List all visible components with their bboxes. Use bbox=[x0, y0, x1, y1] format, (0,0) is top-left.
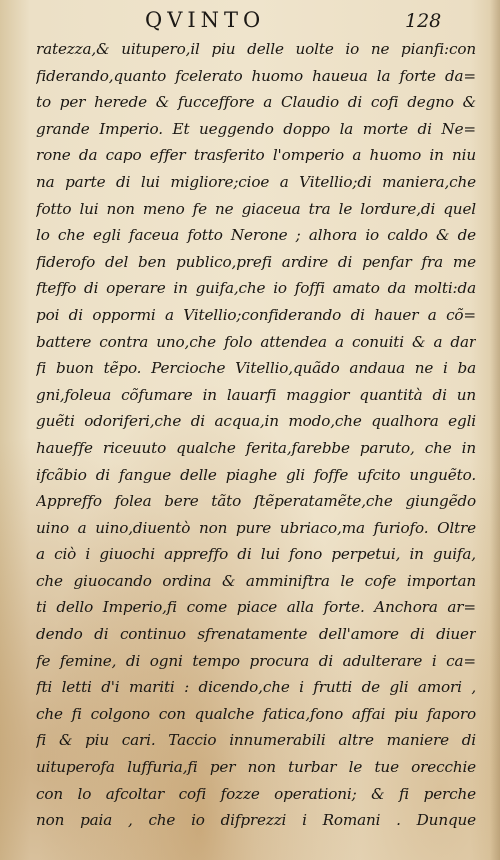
text-line: ratezza,& uitupero,il piu delle uolte io ne pianfi:con bbox=[36, 40, 476, 58]
text-line: fotto lui non meno fe ne giaceua tra le lordure,di quel bbox=[36, 199, 476, 218]
text-line: dendo di continuo sfrenatamente dell'amore di diuer bbox=[36, 625, 476, 644]
text-line: ti dello Imperio,fi come piace alla forte. Anchora ar= bbox=[36, 598, 476, 617]
body-text bbox=[36, 36, 476, 834]
text-line: fiderando,quanto fcelerato huomo haueua la forte da= bbox=[36, 66, 476, 85]
text-line: che giuocando ordina & amminiftra le cofe importan bbox=[36, 571, 476, 590]
text-line: haueffe riceuuto qualche ferita,farebbe paruto, che in bbox=[36, 438, 476, 457]
text-line: fteffo di operare in guifa,che io foffi amato da molti:da bbox=[36, 279, 476, 298]
text-line: lo che egli faceua fotto Nerone ; alhora io caldo & de bbox=[36, 226, 476, 245]
text-line: to per herede & fucceffore a Claudio di cofi degno & bbox=[36, 93, 476, 112]
text-line: fti letti d'i mariti : dicendo,che i frutti de gli amori , bbox=[36, 678, 476, 697]
text-line: poi di oppormi a Vitellio;confiderando di hauer a cõ= bbox=[36, 305, 476, 324]
page-header bbox=[0, 6, 500, 36]
text-line: battere contra uno,che folo attendea a conuiti & a dar bbox=[36, 332, 476, 351]
text-line: uituperofa luffuria,fi per non turbar le tue orecchie bbox=[36, 758, 476, 777]
text-line: fi buon tẽpo. Percioche Vitellio,quãdo andaua ne i ba bbox=[36, 359, 476, 378]
text-line: che fi colgono con qualche fatica,fono affai piu faporo bbox=[36, 704, 476, 723]
page-edge-shadow bbox=[490, 0, 500, 860]
text-line: rone da capo effer trasferito l'omperio a huomo in niu bbox=[36, 146, 476, 165]
text-line: gni,foleua cõfumare in lauarfi maggior quantità di un bbox=[36, 385, 476, 404]
text-line: fiderofo del ben publico,prefi ardire di penfar fra me bbox=[36, 252, 476, 271]
text-line: non paia , che io difprezzi i Romani . Dunque bbox=[36, 811, 476, 830]
text-line: ifcãbio di fangue delle piaghe gli foffe ufcito unguẽto. bbox=[36, 465, 476, 484]
running-head: QVINTO bbox=[145, 8, 266, 32]
text-line: uino a uino,diuentò non pure ubriaco,ma furiofo. Oltre bbox=[36, 518, 476, 537]
text-line: fi & piu cari. Taccio innumerabili altre maniere di bbox=[36, 731, 476, 750]
text-line: con lo afcoltar cofi fozze operationi; & fi perche bbox=[36, 784, 476, 803]
text-line: guẽti odoriferi,che di acqua,in modo,che qualhora egli bbox=[36, 412, 476, 431]
text-line: a ciò i giuochi appreffo di lui fono perpetui, in guifa, bbox=[36, 545, 476, 564]
text-line: fe femine, di ogni tempo procura di adulterare i ca= bbox=[36, 651, 476, 670]
page-number: 128 bbox=[405, 10, 442, 32]
text-line: na parte di lui migliore;cioe a Vitellio;di maniera,che bbox=[36, 172, 476, 191]
text-line: Appreffo folea bere tãto ſtẽperatamẽte,che giungẽdo bbox=[36, 492, 476, 511]
text-line: grande Imperio. Et ueggendo doppo la morte di Ne= bbox=[36, 119, 476, 138]
